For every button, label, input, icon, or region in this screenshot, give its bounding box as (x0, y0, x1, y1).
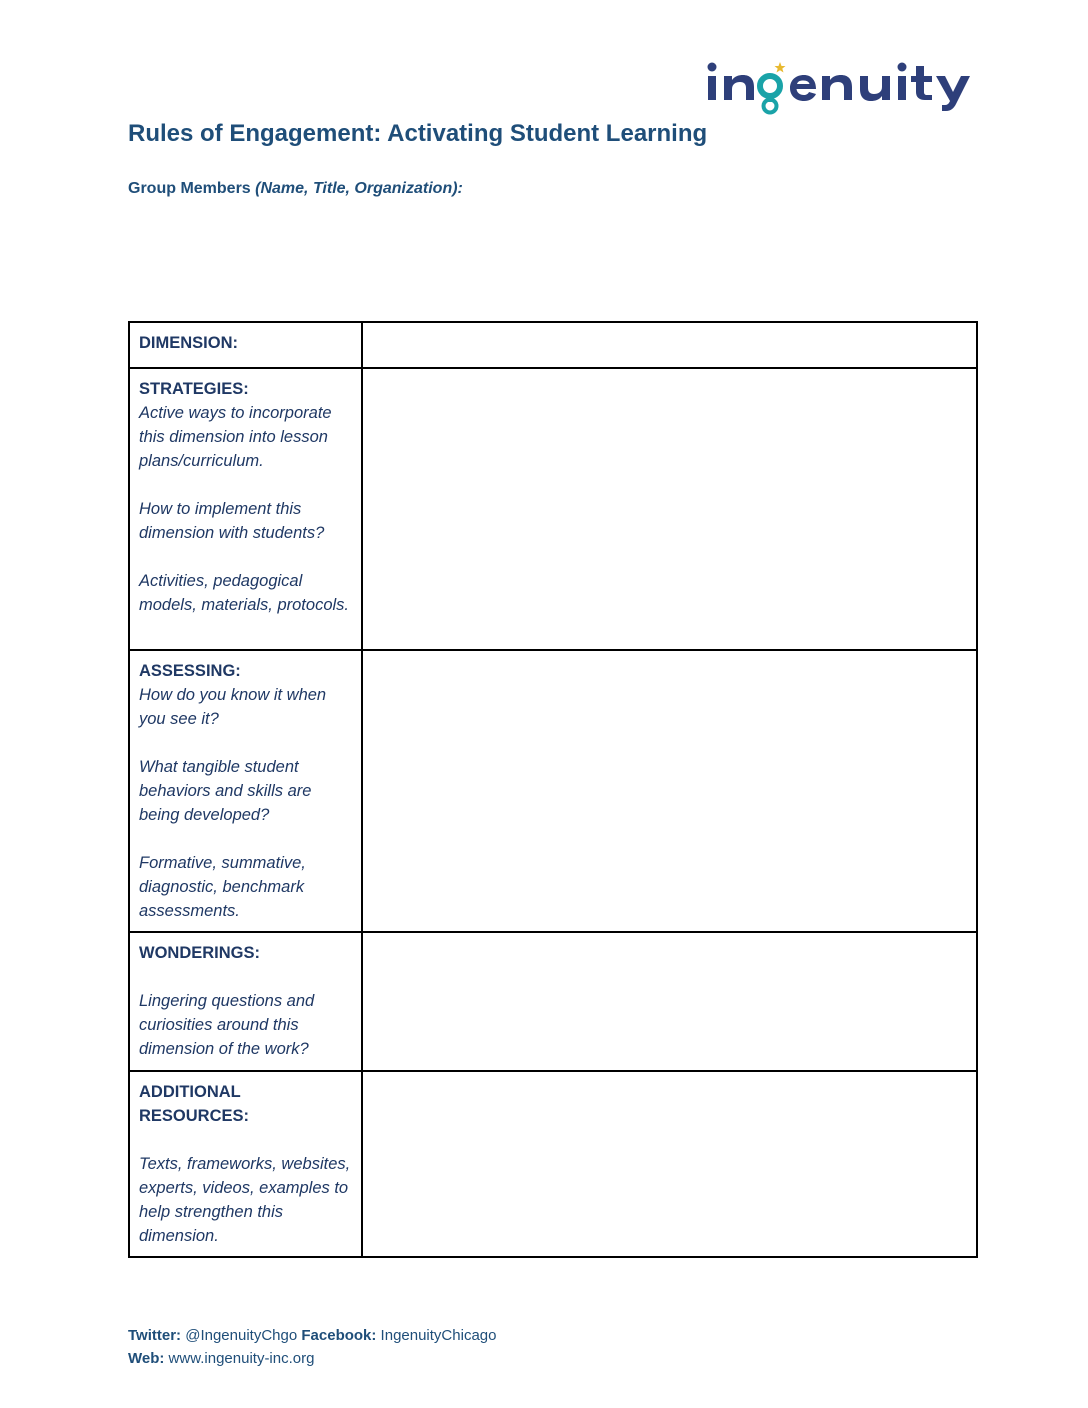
strategies-description-2: How to implement this dimension with students? (139, 500, 325, 542)
facebook-label: Facebook: (301, 1327, 377, 1344)
wonderings-label-cell (129, 932, 362, 1071)
assessing-description-2: What tangible student behaviors and skills are being developed? (139, 758, 312, 824)
additional-resources-label: ADDITIONAL RESOURCES: (139, 1083, 250, 1125)
assessing-label-cell (129, 650, 362, 932)
strategies-description-3: Activities, pedagogical models, materials, protocols. (139, 572, 349, 614)
facebook-handle[interactable]: IngenuityChicago (376, 1327, 497, 1344)
table-row-strategies (129, 368, 977, 650)
group-members-hint: (Name, Title, Organization): (255, 180, 463, 197)
dimension-entry-cell[interactable] (362, 322, 977, 368)
assessing-entry-cell[interactable] (362, 650, 977, 932)
table-row-assessing (129, 650, 977, 932)
additional-resources-entry-cell[interactable] (362, 1071, 977, 1257)
assessing-description-3: Formative, summative, diagnostic, benchmark assessments. (139, 854, 306, 920)
assessing-description-1: How do you know it when you see it? (139, 686, 327, 728)
strategies-label-cell (129, 368, 362, 650)
strategies-label: STRATEGIES: (139, 380, 249, 398)
strategies-description-1: Active ways to incorporate this dimension into lesson plans/curriculum. (139, 404, 332, 470)
wonderings-entry-cell[interactable] (362, 932, 977, 1071)
ingenuity-logo (704, 56, 972, 116)
table-row-dimension (129, 322, 977, 368)
web-line (128, 1347, 496, 1370)
ingenuity-logo-mark (704, 56, 972, 116)
table-row-additional-resources (129, 1071, 977, 1257)
engagement-worksheet-table (128, 321, 978, 1258)
table-row-wonderings (129, 932, 977, 1071)
website-link[interactable]: www.ingenuity-inc.org (164, 1350, 315, 1367)
group-members-label: Group Members (128, 180, 256, 197)
additional-resources-description: Texts, frameworks, websites, experts, videos, examples to help strengthen this dimension. (139, 1155, 351, 1245)
twitter-handle[interactable]: @IngenuityChgo (181, 1327, 302, 1344)
wonderings-label: WONDERINGS: (139, 944, 260, 962)
group-members-prompt (128, 180, 463, 198)
assessing-label: ASSESSING: (139, 662, 241, 680)
dimension-label: DIMENSION: (139, 334, 238, 352)
contact-footer (128, 1324, 496, 1370)
strategies-entry-cell[interactable] (362, 368, 977, 650)
wonderings-description: Lingering questions and curiosities around this dimension of the work? (139, 992, 315, 1058)
social-line (128, 1324, 496, 1347)
twitter-label: Twitter: (128, 1327, 182, 1344)
document-title: Rules of Engagement: Activating Student Learning (128, 120, 708, 147)
web-label: Web: (128, 1350, 165, 1367)
dimension-label-cell (129, 322, 362, 368)
additional-resources-label-cell (129, 1071, 362, 1257)
